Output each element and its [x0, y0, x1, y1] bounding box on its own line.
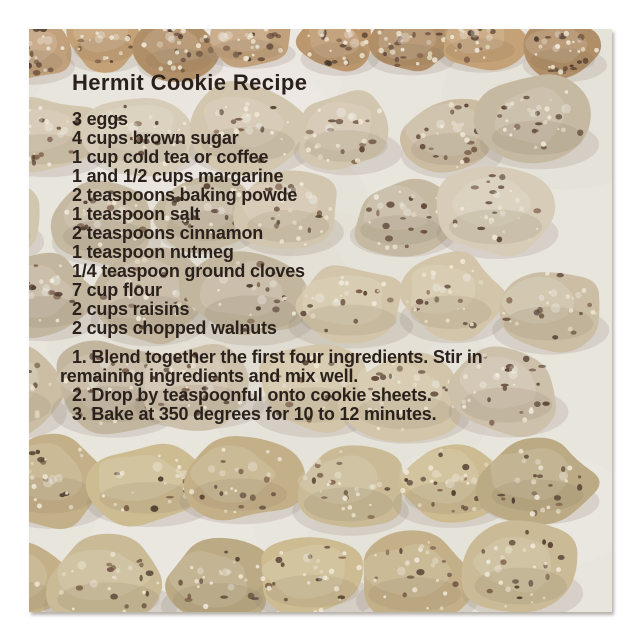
ingredient-line: 2 teaspoons baking powde: [72, 185, 298, 205]
ingredient-line: 1 cup cold tea or coffee: [72, 147, 269, 167]
ingredient-line: 2 cups chopped walnuts: [72, 318, 277, 338]
ingredient-line: 1 teaspoon nutmeg: [72, 242, 234, 262]
ingredient-line: 1 and 1/2 cups margarine: [72, 166, 284, 186]
cookie-photo: [29, 29, 612, 612]
instruction-line: 3. Bake at 350 degrees for 10 to 12 minutes.: [72, 404, 437, 424]
ingredient-line: 2 cups raisins: [72, 299, 190, 319]
instruction-line: 2. Drop by teaspoonful onto cookie sheets.: [72, 385, 432, 405]
instruction-line: 1. Blend together the first four ingredients. Stir in: [72, 347, 483, 367]
recipe-overlay: [60, 70, 483, 424]
instruction-list: [60, 347, 483, 424]
ingredient-line: 3 eggs: [72, 109, 128, 129]
ingredient-line: 4 cups brown sugar: [72, 128, 239, 148]
ingredient-line: 2 teaspoons cinnamon: [72, 223, 264, 243]
ingredient-line: 7 cup flour: [72, 280, 162, 300]
ingredient-line: 1 teaspoon salt: [72, 204, 201, 224]
recipe-title: Hermit Cookie Recipe: [72, 70, 308, 95]
ingredient-line: 1/4 teaspoon ground cloves: [72, 261, 305, 281]
ingredient-list: [72, 110, 482, 338]
instruction-line: remaining ingredients and mix well.: [60, 366, 359, 386]
